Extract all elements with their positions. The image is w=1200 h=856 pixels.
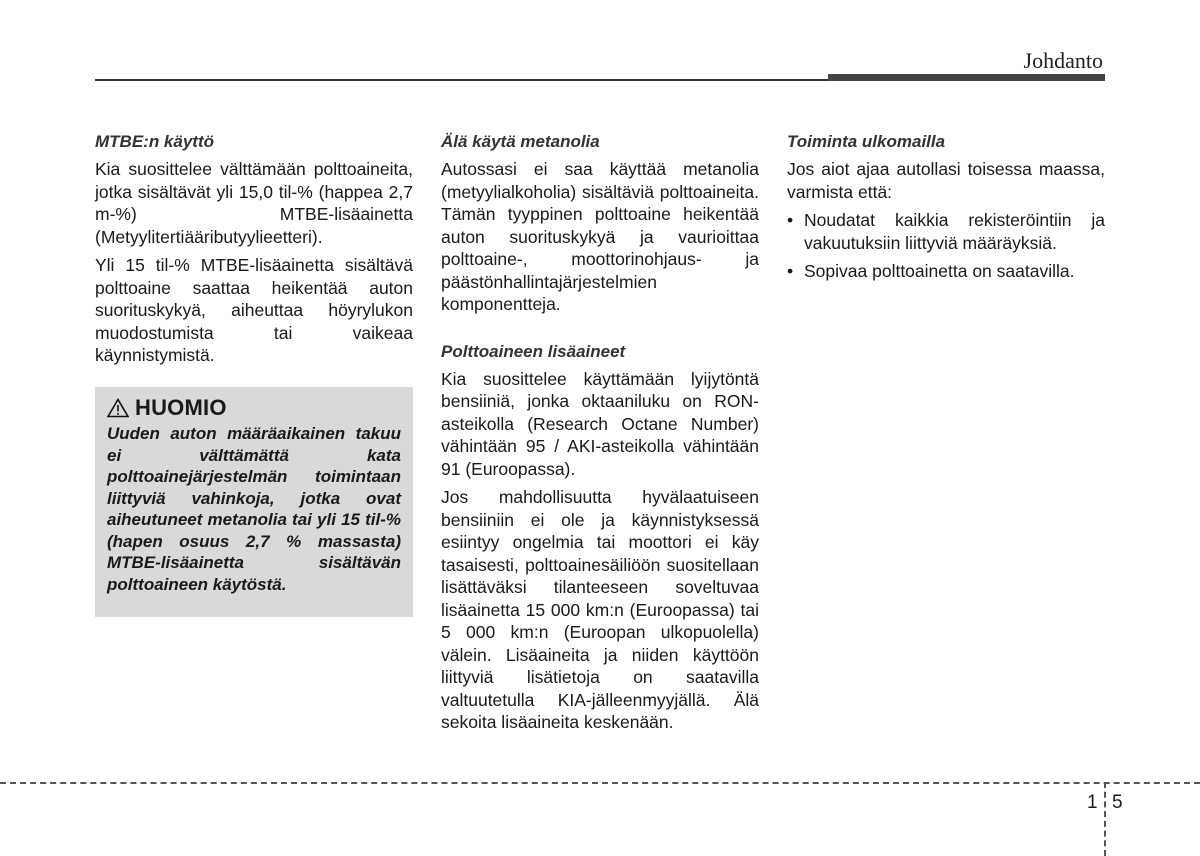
list-item: • Sopivaa polttoainetta on saatavilla.: [787, 261, 1075, 281]
bullet-icon: •: [787, 210, 794, 230]
footer-rule: [0, 782, 1200, 784]
chapter-title: Johdanto: [1023, 48, 1103, 73]
caution-box: [95, 387, 413, 618]
paragraph: Jos mahdollisuutta hyvälaatuiseen bensiiniin ei ole ja käynnistyksessä esiintyy ongelmia tai moottori ei käy tasaisesti, polttoainesäiliöön suositellaan lisättäväksi tilanteeseen soveltuvaa lisäainetta 15 000 km:n (Euroopassa) tai 5 000 km:n (Euroopan ulkopuolella) välein. Lisäaineita ja niiden käyttöön liittyviä lisätietoja on saatavilla valtuutetulla KIA-jälleenmyyjällä. Älä sekoita lisäaineita keskenään.: [441, 487, 759, 732]
chapter-number: 1: [1087, 792, 1098, 813]
header-rule: [95, 79, 830, 81]
section-heading-abroad: Toiminta ulkomailla: [787, 132, 946, 151]
section-heading-methanol: Älä käytä metanolia: [441, 132, 600, 151]
header-rule-accent: [828, 74, 1105, 81]
column-left: [95, 130, 413, 617]
footer-divider: [1104, 782, 1106, 856]
caution-header: [107, 394, 401, 420]
page-number: 5: [1112, 792, 1123, 813]
paragraph: Yli 15 til-% MTBE-lisäainetta sisältävä polttoaine saattaa heikentää auton suorituskykyä, aiheuttaa höyrylukon muodostumista tai vaikeaa käynnistymistä.: [95, 255, 413, 365]
paragraph: Autossasi ei saa käyttää metanolia (metyylialkoholia) sisältäviä polttoaineita. Tämän tyyppinen polttoaine heikentää auton suorituskykyä ja vaurioittaa polttoaine-, moottorinohjaus- ja päästönhallintajärjestelmien komponentteja.: [441, 159, 759, 314]
column-middle: [441, 130, 759, 740]
paragraph: Kia suosittelee välttämään polttoaineita, jotka sisältävät yli 15,0 til-% (happea 2,7 m-%) MTBE-lisäainetta (Metyylitertiääributyylieetteri).: [95, 159, 413, 247]
bullet-list: [787, 209, 1105, 283]
warning-triangle-icon: [107, 398, 129, 418]
caution-text: Uuden auton määräaikainen takuu ei välttämättä kata polttoainejärjestelmän toimintaan liittyviä vahinkoja, jotka ovat aiheutuneet metanolia tai yli 15 til-% (hapen osuus 2,7 % massasta) MTBE-lisäainetta sisältävän polttoaineen käytöstä.: [107, 424, 401, 594]
bullet-icon: •: [787, 261, 794, 281]
column-right: [787, 130, 1105, 289]
caution-title: HUOMIO: [135, 394, 227, 420]
section-heading-additives: Polttoaineen lisäaineet: [441, 341, 626, 361]
paragraph: Jos aiot ajaa autollasi toisessa maassa, varmista että:: [787, 159, 1105, 202]
paragraph: Kia suosittelee käyttämään lyijytöntä bensiiniä, jonka oktaaniluku on RON-asteikolla (Research Octane Number) vähintään 95 / AKI-asteikolla vähintään 91 (Euroopassa).: [441, 368, 759, 479]
section-heading-mtbe: MTBE:n käyttö: [95, 132, 214, 151]
list-item: • Noudatat kaikkia rekisteröintiin ja vakuutuksiin liittyviä määräyksiä.: [787, 210, 1105, 253]
